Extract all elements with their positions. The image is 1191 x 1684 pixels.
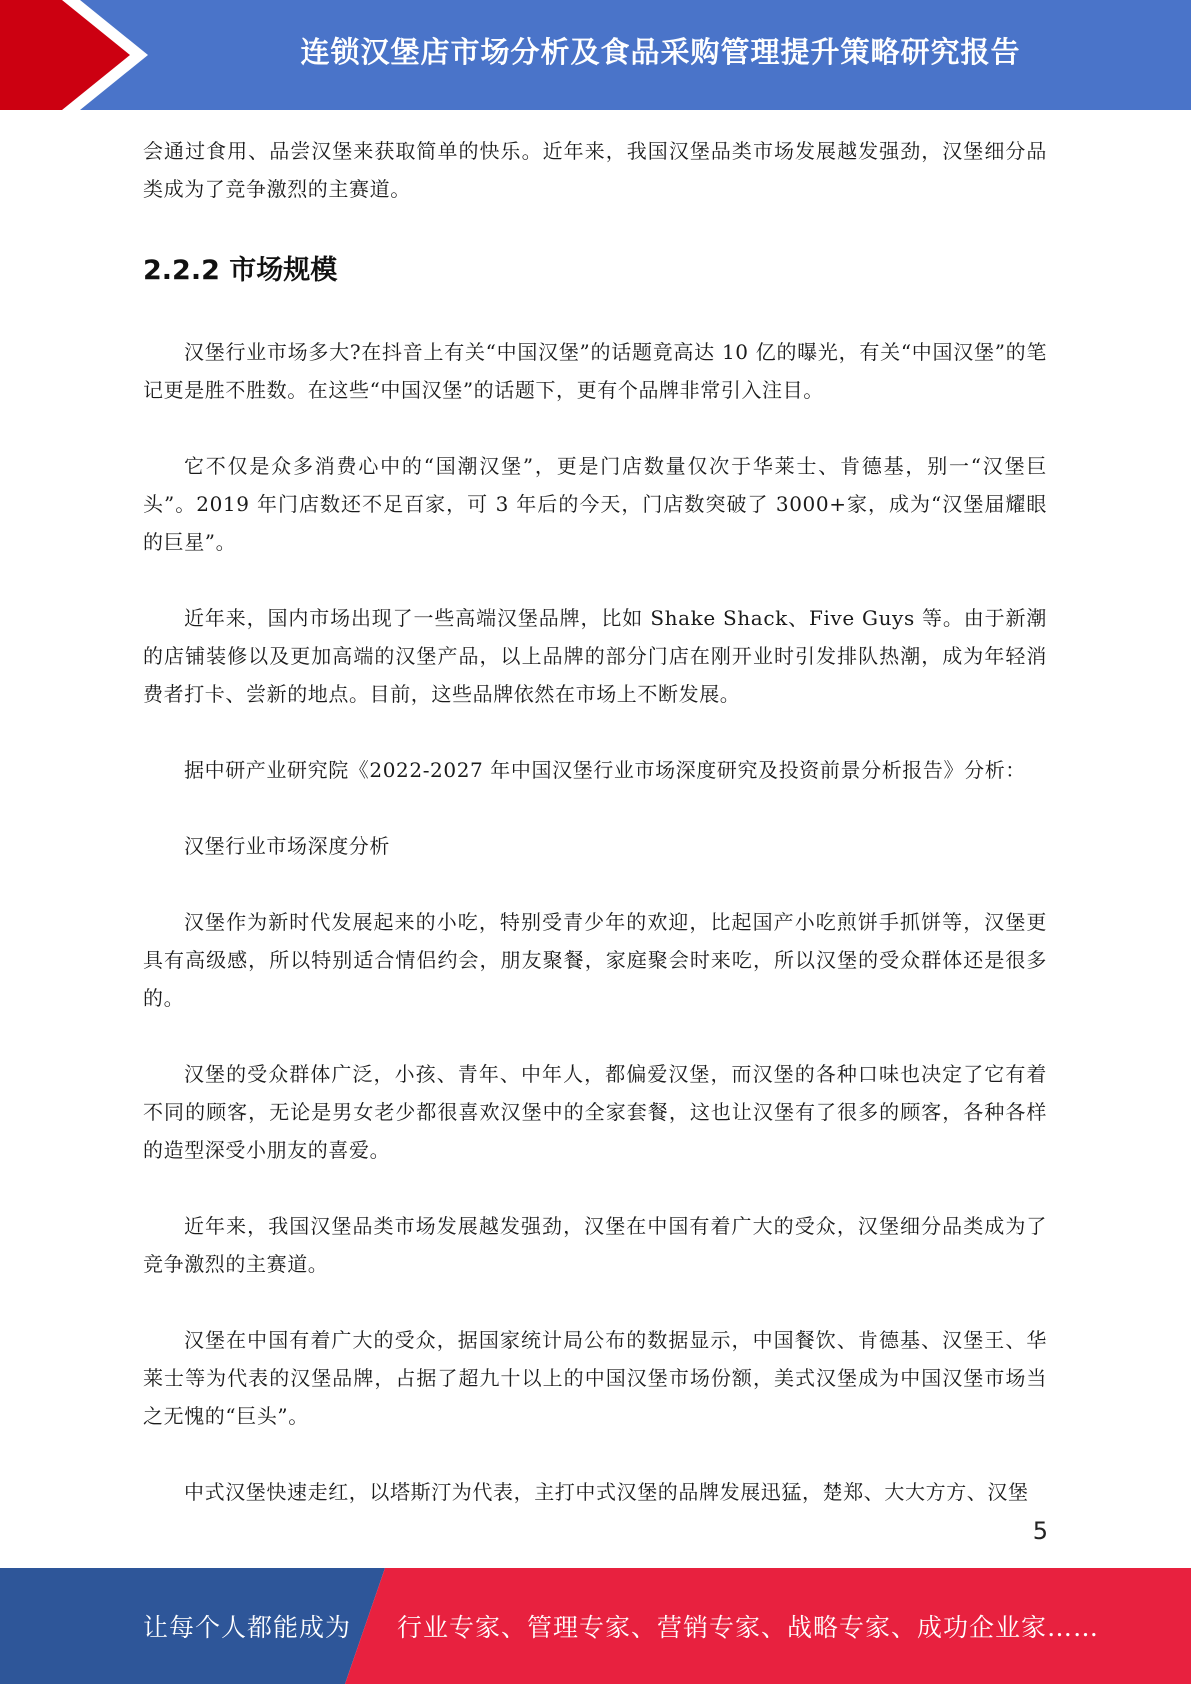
- body-paragraph: 汉堡行业市场多大?在抖音上有关“中国汉堡”的话题竟高达 10 亿的曝光，有关“中国汉堡”的笔记更是胜不胜数。在这些“中国汉堡”的话题下，更有个品牌非常引入注目。: [143, 340, 1047, 402]
- body-paragraph: 近年来，我国汉堡品类市场发展越发强劲，汉堡在中国有着广大的受众，汉堡细分品类成为了竞争激烈的主赛道。: [143, 1214, 1047, 1276]
- body-paragraph: 汉堡作为新时代发展起来的小吃，特别受青少年的欢迎，比起国产小吃煎饼手抓饼等，汉堡更具有高级感，所以特别适合情侣约会，朋友聚餐，家庭聚会时来吃，所以汉堡的受众群体还是很多的。: [143, 910, 1047, 1010]
- footer-slogan-left: 让每个人都能成为: [143, 1613, 352, 1642]
- body-paragraph: 它不仅是众多消费心中的“国潮汉堡”，更是门店数量仅次于华莱士、肯德基，别一“汉堡巨头”。2019 年门店数还不足百家，可 3 年后的今天，门店数突破了 3000+家，成为“汉堡届耀眼的巨星”。: [143, 454, 1047, 554]
- body-paragraph: 近年来，国内市场出现了一些高端汉堡品牌，比如 Shake Shack、Five Guys 等。由于新潮的店铺装修以及更加高端的汉堡产品，以上品牌的部分门店在刚开业时引发排队热潮，成为年轻消费者打卡、尝新的地点。目前，这些品牌依然在市场上不断发展。: [143, 606, 1047, 706]
- subsection-label: 汉堡行业市场深度分析: [184, 834, 390, 858]
- page-number: 5: [1032, 1517, 1048, 1545]
- body-paragraph: 汉堡在中国有着广大的受众，据国家统计局公布的数据显示，中国餐饮、肯德基、汉堡王、华莱士等为代表的汉堡品牌，占据了超九十以上的中国汉堡市场份额，美式汉堡成为中国汉堡市场当之无愧的“巨头”。: [143, 1328, 1047, 1428]
- report-title: 连锁汉堡店市场分析及食品采购管理提升策略研究报告: [300, 34, 1021, 69]
- page-header: [0, 0, 1191, 110]
- header-chevron-graphic: [0, 0, 160, 110]
- page-footer: [0, 1568, 1191, 1684]
- document-body: [143, 132, 1047, 1511]
- body-paragraph: 据中研产业研究院《2022-2027 年中国汉堡行业市场深度研究及投资前景分析报告》分析：: [184, 758, 1026, 782]
- intro-paragraph: 会通过食用、品尝汉堡来获取简单的快乐。近年来，我国汉堡品类市场发展越发强劲，汉堡细分品类成为了竞争激烈的主赛道。: [143, 139, 1047, 201]
- body-paragraph: 中式汉堡快速走红，以塔斯汀为代表，主打中式汉堡的品牌发展迅猛，楚郑、大大方方、汉堡: [184, 1480, 1029, 1504]
- section-heading: 2.2.2 市场规模: [143, 255, 338, 286]
- body-paragraph: 汉堡的受众群体广泛，小孩、青年、中年人，都偏爱汉堡，而汉堡的各种口味也决定了它有着不同的顾客，无论是男女老少都很喜欢汉堡中的全家套餐，这也让汉堡有了很多的顾客，各种各样的造型深受小朋友的喜爱。: [143, 1062, 1047, 1162]
- footer-slogan-right: 行业专家、管理专家、营销专家、战略专家、成功企业家……: [397, 1613, 1100, 1642]
